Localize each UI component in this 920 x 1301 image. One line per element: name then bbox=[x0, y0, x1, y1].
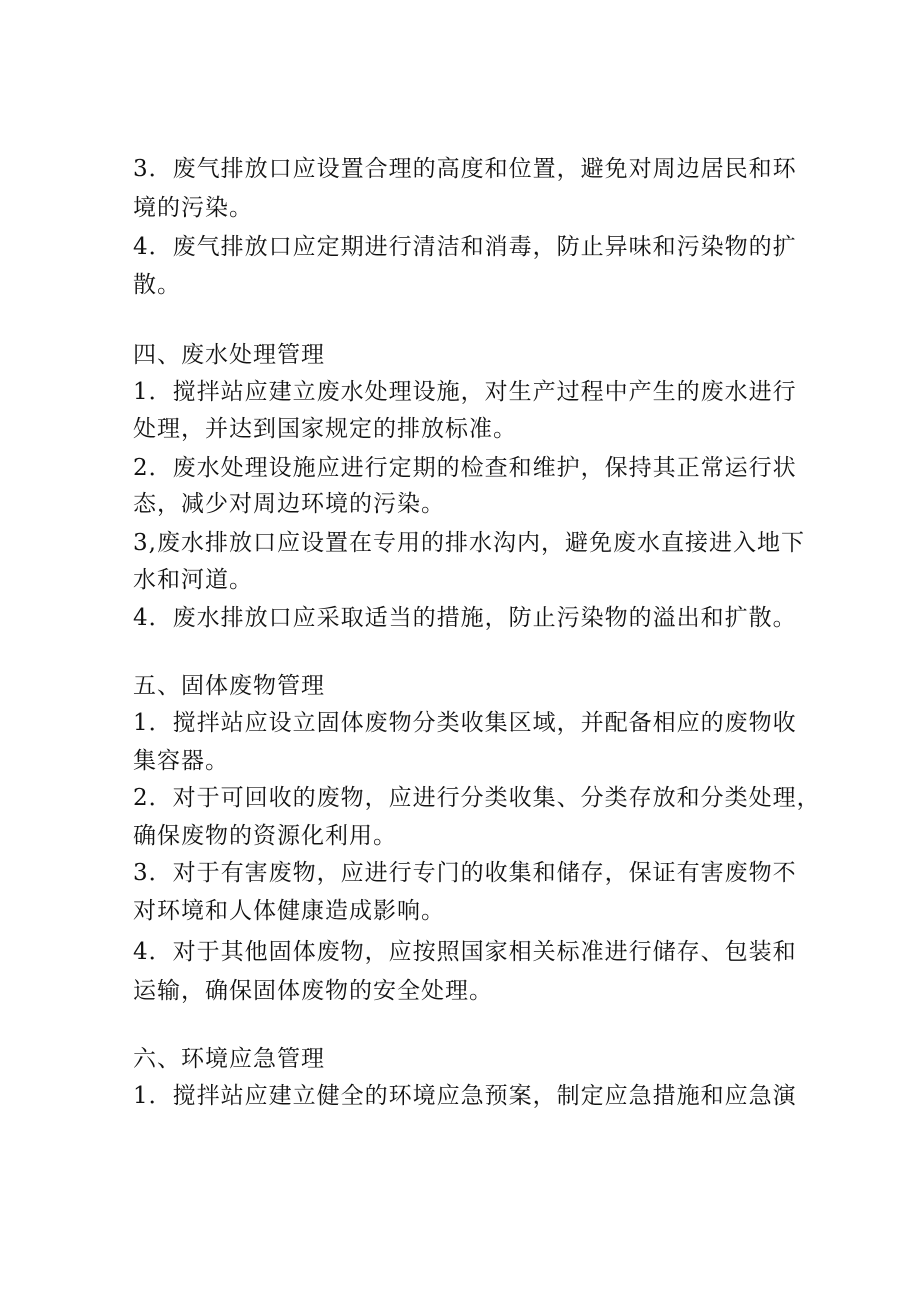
paragraph-line: 3．对于有害废物，应进行专门的收集和储存，保证有害废物不 bbox=[133, 860, 797, 886]
paragraph-line: 确保废物的资源化利用。 bbox=[133, 823, 397, 849]
paragraph-line: 4．废气排放口应定期进行清洁和消毒，防止异味和污染物的扩 bbox=[133, 234, 797, 260]
paragraph-line: 1．搅拌站应设立固体废物分类收集区域，并配备相应的废物收 bbox=[133, 710, 797, 736]
paragraph-line: 境的污染。 bbox=[133, 195, 253, 221]
paragraph-line: 1．搅拌站应建立健全的环境应急预案，制定应急措施和应急演 bbox=[133, 1083, 797, 1109]
paragraph-line: 集容器。 bbox=[133, 748, 229, 774]
paragraph-line: 运输，确保固体废物的安全处理。 bbox=[133, 978, 493, 1004]
paragraph-line: 4．对于其他固体废物，应按照国家相关标准进行储存、包装和 bbox=[133, 939, 797, 965]
paragraph-line: 水和河道。 bbox=[133, 567, 253, 593]
paragraph-line: 1．搅拌站应建立废水处理设施，对生产过程中产生的废水进行 bbox=[133, 379, 797, 405]
section-heading: 四、废水处理管理 bbox=[133, 342, 325, 368]
paragraph-line: 散。 bbox=[133, 272, 181, 298]
paragraph-line: 处理，并达到国家规定的排放标准。 bbox=[133, 416, 517, 442]
paragraph-line: 态，减少对周边环境的污染。 bbox=[133, 491, 445, 517]
section-heading: 六、环境应急管理 bbox=[133, 1046, 325, 1072]
paragraph-line: 4．废水排放口应采取适当的措施，防止污染物的溢出和扩散。 bbox=[133, 605, 797, 631]
paragraph-line: 3,废水排放口应设置在专用的排水沟内，避免废水直接进入地下 bbox=[133, 530, 805, 556]
paragraph-line: 2．对于可回收的废物，应进行分类收集、分类存放和分类处理， bbox=[133, 785, 821, 811]
paragraph-line: 对环境和人体健康造成影响。 bbox=[133, 898, 445, 924]
section-heading: 五、固体废物管理 bbox=[133, 673, 325, 699]
paragraph-line: 2．废水处理设施应进行定期的检查和维护，保持其正常运行状 bbox=[133, 455, 797, 481]
paragraph-line: 3．废气排放口应设置合理的高度和位置，避免对周边居民和环 bbox=[133, 156, 797, 182]
